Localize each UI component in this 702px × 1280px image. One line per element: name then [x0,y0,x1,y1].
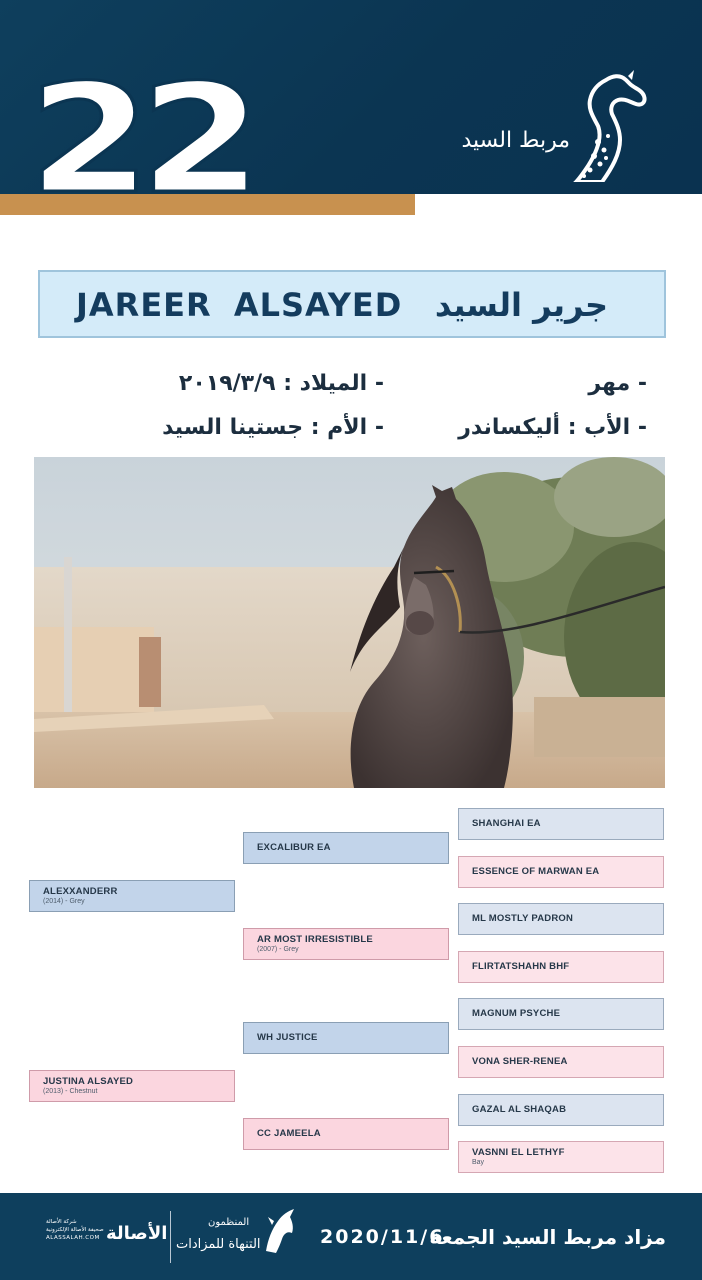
partner-line-2: صحيفة الأصالة الإلكترونية [46,1227,104,1233]
partner-logo: الأصالة [106,1223,168,1244]
detail-type: - مهر [588,371,647,396]
pedigree-gen3-3: ML MOSTLY PADRON [458,903,664,935]
detail-sire: - الأب : أليكساندر [458,415,647,440]
sponsors [40,1205,300,1269]
brand [440,70,660,190]
pedigree-gen3-4: FLIRTATSHAHN BHF [458,951,664,983]
auction-date: 2020/11/6 [320,1226,445,1248]
sponsor-divider [170,1211,171,1263]
horse-head-icon [258,1205,298,1255]
brand-name: مربط السيد [461,128,570,153]
pedigree-sire-sire: EXCALIBUR EA [243,832,449,864]
horse-name-ar: جرير السيد [434,286,608,324]
horse-head-logo-icon [568,70,648,182]
pedigree-gen3-1: SHANGHAI EA [458,808,664,840]
lot-number: 22 [28,53,251,227]
horse-photo [34,457,665,788]
footer [0,1193,702,1280]
pedigree-sire: ALEXXANDERR (2014) - Grey [29,880,235,912]
horse-name-banner [38,270,666,338]
organizer-name: التنهاة للمزادات [176,1237,261,1252]
organizer-label: المنظمون [208,1217,250,1228]
partner-line-3: ALASSALAH.COM [46,1235,100,1241]
pedigree-sire-dam: AR MOST IRRESISTIBLE (2007) - Grey [243,928,449,960]
detail-dam: - الأم : جستينا السيد [162,415,384,440]
horse-details [0,360,702,450]
auction-title: مزاد مربط السيد الجمعة [429,1225,666,1249]
pedigree-gen3-6: VONA SHER-RENEA [458,1046,664,1078]
pedigree-dam-sire: WH JUSTICE [243,1022,449,1054]
pedigree-gen3-7: GAZAL AL SHAQAB [458,1094,664,1126]
pedigree-gen3-8: VASNNI EL LETHYF Bay [458,1141,664,1173]
detail-birth: - الميلاد : ٢٠١٩/٣/٩ [178,371,384,396]
pedigree-dam: JUSTINA ALSAYED (2013) - Chestnut [29,1070,235,1102]
horse-name-en: JAREER ALSAYED [76,286,403,324]
partner-line-1: شركة الأصالة [46,1219,77,1225]
pedigree-gen3-5: MAGNUM PSYCHE [458,998,664,1030]
pedigree-dam-dam: CC JAMEELA [243,1118,449,1150]
pedigree-gen3-2: ESSENCE OF MARWAN EA [458,856,664,888]
